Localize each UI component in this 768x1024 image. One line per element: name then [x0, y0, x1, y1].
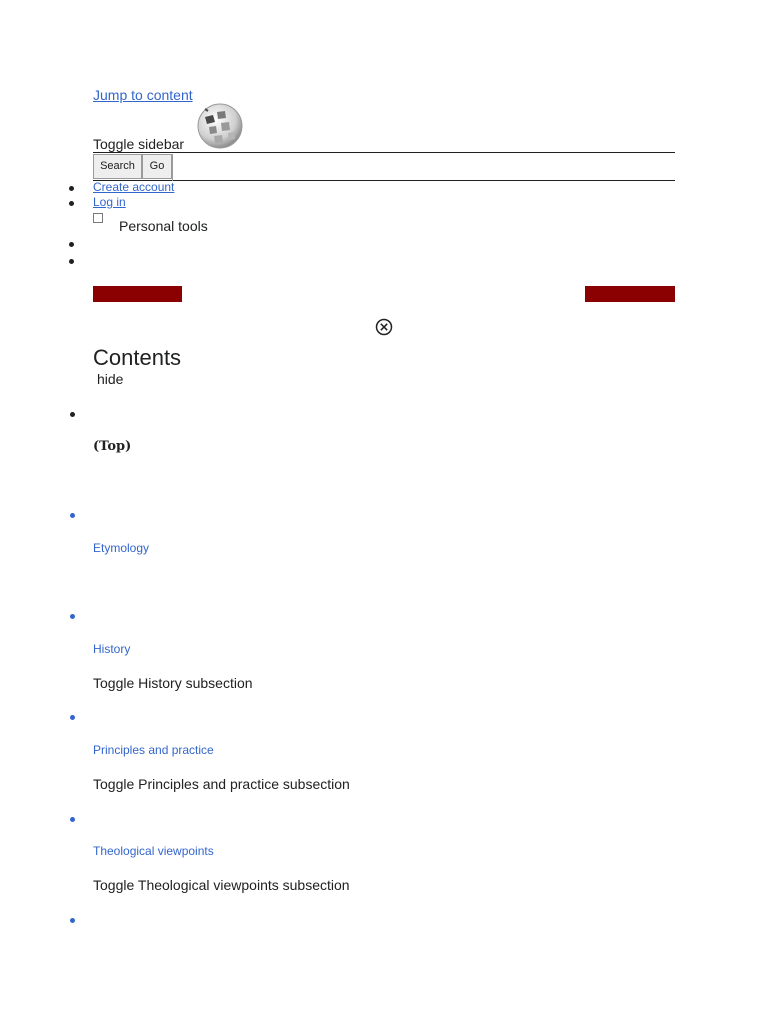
toc-item-history[interactable]: History [93, 642, 131, 656]
toc-item-etymology[interactable]: Etymology [93, 541, 150, 555]
toc-bullet [70, 513, 75, 518]
search-bar [93, 152, 675, 181]
toc-toggle-principles-and-practice[interactable]: Toggle Principles and practice subsection [93, 776, 350, 792]
list-bullet [69, 242, 74, 247]
list-bullet [69, 259, 74, 264]
search-button[interactable]: Search [93, 154, 142, 179]
toc-hide-button[interactable]: hide [97, 371, 124, 387]
jump-to-content-link[interactable]: Jump to content [93, 87, 193, 103]
toc-bullet [70, 412, 75, 417]
personal-tools-label: Personal tools [119, 218, 208, 234]
toc-bullet [70, 817, 75, 822]
toggle-sidebar-button[interactable]: Toggle sidebar [93, 136, 185, 152]
go-button[interactable]: Go [142, 154, 172, 179]
list-bullet [69, 201, 74, 206]
toc-bullet [70, 918, 75, 923]
search-input[interactable] [172, 154, 677, 181]
list-bullet [69, 186, 74, 191]
toc-item-theological-viewpoints[interactable]: Theological viewpoints [93, 844, 214, 858]
wikipedia-globe-logo[interactable] [195, 103, 245, 150]
create-account-link[interactable]: Create account [93, 180, 175, 194]
close-icon[interactable] [375, 318, 393, 336]
banner-bar-left [93, 286, 182, 302]
toc-item-top[interactable]: (Top) [93, 439, 132, 454]
toc-title: Contents [93, 345, 182, 370]
toc-bullet [70, 715, 75, 720]
toc-toggle-theological-viewpoints[interactable]: Toggle Theological viewpoints subsection [93, 877, 350, 893]
toc-bullet [70, 614, 75, 619]
banner-bar-right [585, 286, 675, 302]
toc-toggle-history[interactable]: Toggle History subsection [93, 675, 253, 691]
log-in-link[interactable]: Log in [93, 195, 126, 209]
personal-tools-checkbox[interactable] [93, 213, 103, 223]
toc-item-principles-and-practice[interactable]: Principles and practice [93, 743, 214, 757]
